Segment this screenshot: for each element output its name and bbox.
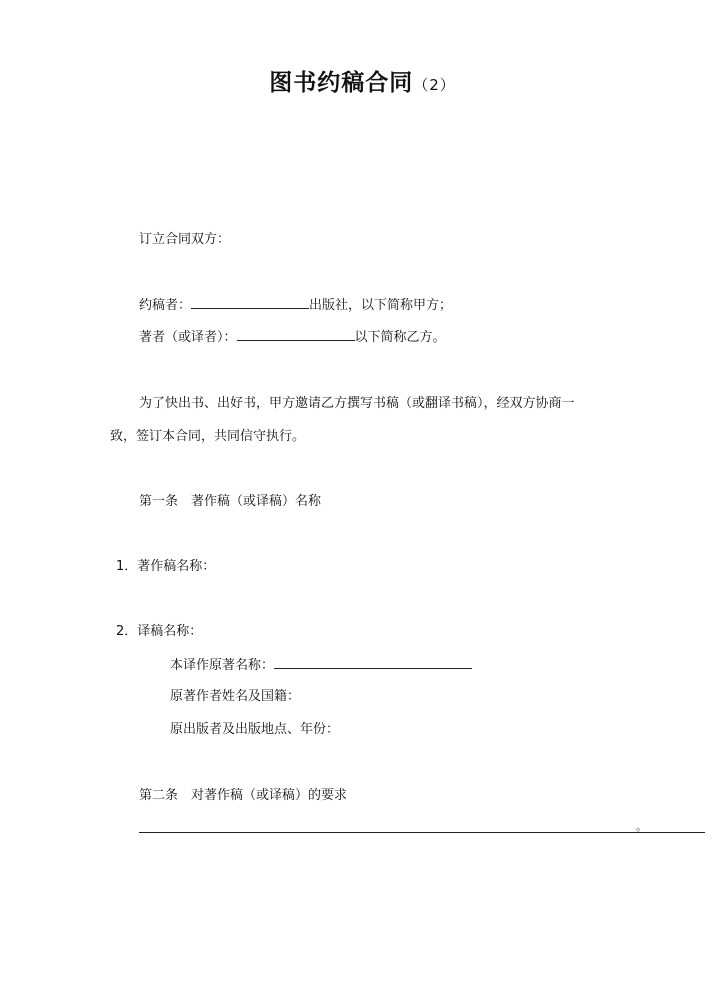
party-b-suffix: 以下简称乙方。 [354,330,446,345]
party-b-line [139,328,446,347]
intro-line-2: 致，签订本合同，共同信守执行。 [110,429,306,444]
intro-line-1: 为了快出书、出好书，甲方邀请乙方撰写书稿（或翻译书稿），经双方协商一 [139,396,575,411]
party-a-line [139,296,452,315]
article1-heading: 第一条 著作稿（或译稿）名称 [139,494,322,509]
item2-label: 译稿名称： [137,624,203,639]
orig-title-label: 本译作原著名称： [170,658,275,673]
orig-title-line [170,656,472,675]
requirements-line-end: 。 [636,820,647,833]
title-main: 图书约稿合同 [269,70,414,96]
item1-label: 著作稿名称： [137,559,216,574]
party-a-prefix: 约稿者： [139,298,192,313]
party-b-prefix: 著者（或译者）： [139,330,237,345]
orig-publisher-label: 原出版者及出版地点、年份： [170,722,340,737]
article2-heading: 第二条 对著作稿（或译稿）的要求 [139,788,348,803]
article1-item2 [116,623,202,641]
author-blank[interactable] [237,328,355,341]
orig-author-label: 原著作者姓名及国籍： [170,689,301,704]
orig-title-blank[interactable] [274,656,472,669]
page-title [0,64,725,97]
requirements-blank-line[interactable] [139,832,705,833]
item2-number: 2． [116,624,138,639]
publisher-blank[interactable] [191,296,309,309]
item1-number: 1． [116,559,138,574]
article1-item1 [116,558,215,576]
party-a-suffix: 出版社，以下简称甲方； [309,298,453,313]
parties-heading: 订立合同双方： [139,232,231,247]
title-number: （2） [413,76,456,94]
